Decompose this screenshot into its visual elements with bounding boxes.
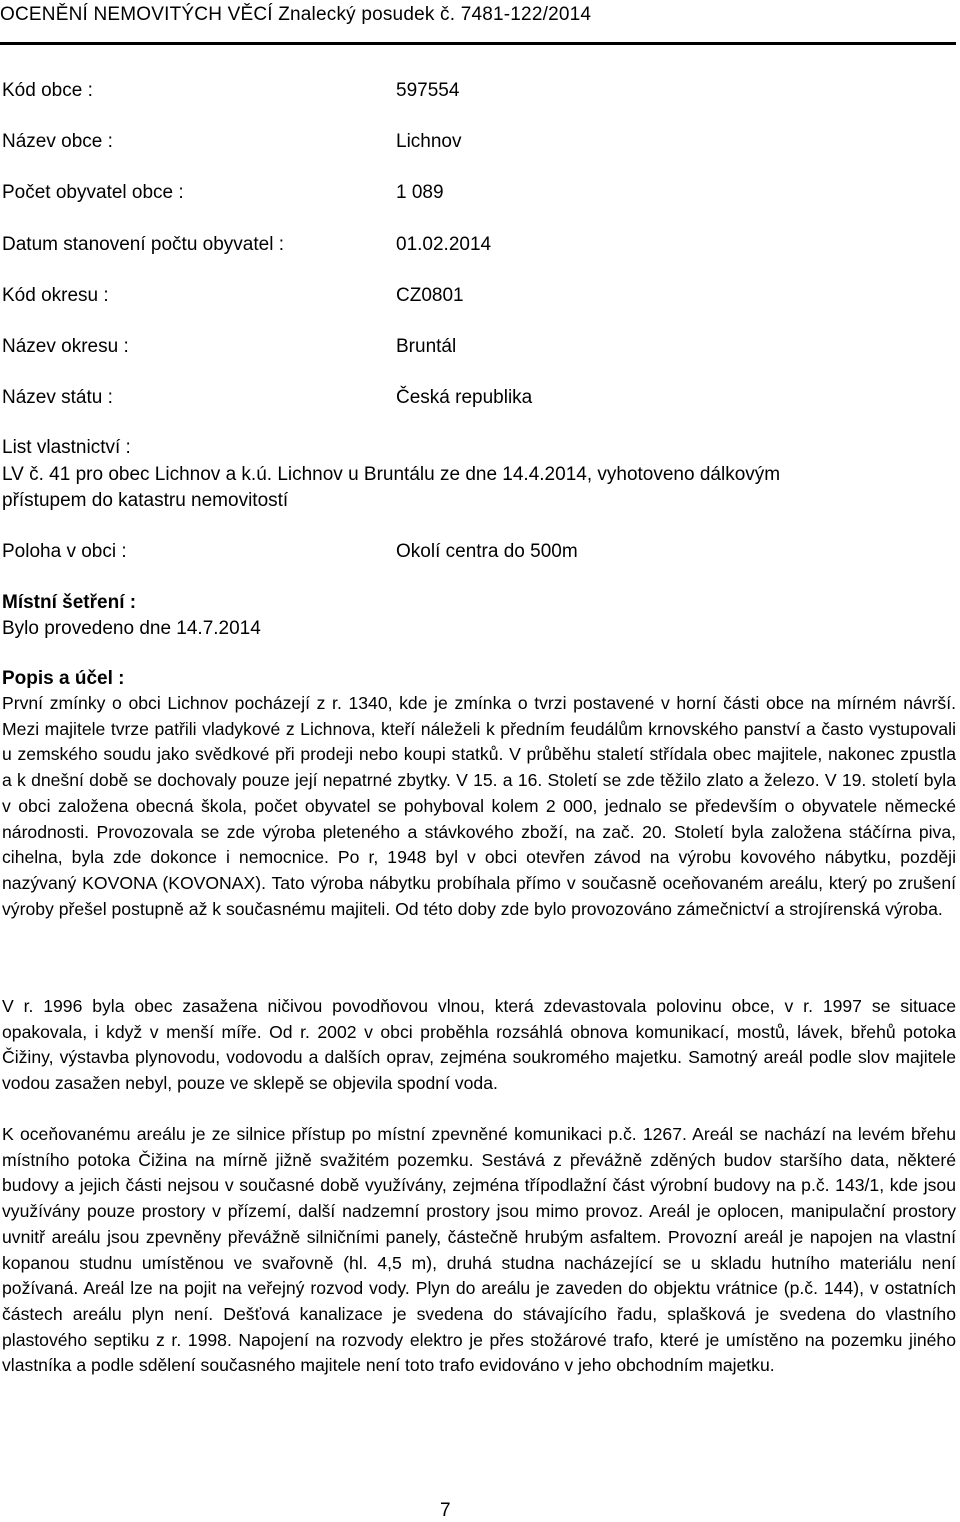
description-paragraph-site: K oceňovanému areálu je ze silnice přístup po místní zpevněné komunikaci p.č. 1267. Areál se nachází na levém břehu místního potoka Čižina na mírně jižně svažitém pozemku. Sestává z převážně zděných budov staršího data, některé budovy a jejich části nejsou v současné době využívány, zejména třípodlažní část výrobní budovy na p.č. 143/1, kde jsou využívány pouze prostory v přízemí, další nadzemní prostory jsou mimo provoz. Areál je oplocen, manipulační prostory uvnitř areálu jsou zpevněny převážně silničními panely, částečně hrubým asfaltem. Provozní areál je napojen na vlastní kopanou studnu umístěnou ve svařovně (hl. 4,5 m), druhá studna nacházející se u skladu hutního materiálu není požívaná. Areál lze na pojit na veřejný rozvod vody. Plyn do areálu je zaveden do objektu vrátnice (p.č. 144), v ostatních částech areálu plyn není. Dešťová kanalizace je svedena do stávajícího řadu, splašková je svedena do vlastního plastového septiku z r. 1998. Napojení na rozvody elektro je přes stožárové trafo, které je umístěno na pozemku jiného vlastníka a podle sdělení současného majitele není toto trafo evidováno v jeho obchodním majetku. xyxy=(2,1124,956,1376)
field-label-kod-okresu: Kód okresu : xyxy=(2,285,109,306)
ownership-line-1: LV č. 41 pro obec Lichnov a k.ú. Lichnov u Bruntálu ze dne 14.4.2014, vyhotoveno dálkovým xyxy=(2,464,781,485)
location-label: Poloha v obci : xyxy=(2,541,127,562)
field-label-nazev-obce: Název obce : xyxy=(2,131,113,152)
field-value-nazev-statu: Česká republika xyxy=(396,387,533,408)
ownership-line-2: přístupem do katastru nemovitostí xyxy=(2,490,289,511)
location-value: Okolí centra do 500m xyxy=(396,541,578,562)
field-value-nazev-obce: Lichnov xyxy=(396,131,462,152)
field-value-nazev-okresu: Bruntál xyxy=(396,336,457,357)
field-value-kod-obce: 597554 xyxy=(396,80,460,101)
field-label-kod-obce: Kód obce : xyxy=(2,80,93,101)
description-paragraph-flood: V r. 1996 byla obec zasažena ničivou povodňovou vlnou, která zdevastovala polovinu obce, v r. 1997 se situace opakovala, i když v menší míře. Od r. 2002 v obci proběhla rozsáhlá obnova komunikací, mostů, lávek, břehů potoka Čižiny, výstavba plynovodu, vodovodu a dalších oprav, zejména soukromého majetku. Samotný areál podle slov majitele vodou zasažen nebyl, pouze ve sklepě se objevila spodní voda. xyxy=(2,996,956,1094)
page-header: OCENĚNÍ NEMOVITÝCH VĚCÍ Znalecký posudek č. 7481-122/2014 xyxy=(0,4,592,25)
field-label-nazev-statu: Název státu : xyxy=(2,387,113,408)
field-label-pocet-obyvatel: Počet obyvatel obce : xyxy=(2,182,184,203)
ownership-label: List vlastnictví : xyxy=(2,437,131,458)
field-value-kod-okresu: CZ0801 xyxy=(396,285,464,306)
field-value-datum-stanoveni: 01.02.2014 xyxy=(396,234,492,255)
inspection-label: Místní šetření : xyxy=(2,592,137,613)
description-paragraph-history: První zmínky o obci Lichnov pocházejí z r. 1340, kde je zmínka o tvrzi postavené v horní části obce na mírném návrší. Mezi majitele tvrze patřili vladykové z Lichnova, kteří náleželi k předním feudálům krnovského panství a často vystupovali u zemského soudu jako svědkové při prodeji nebo koupi statků. V průběhu staletí střídala obec majitele, nakonec zpustla a k dnešní době se dochovaly pouze její nepatrné zbytky. V 15. a 16. Století se zde těžilo zlato a železo. V 19. století byla v obci založena obecná škola, počet obyvatel se pohyboval kolem 2 000, jednalo se především o obyvatele německé národnosti. Provozovala se zde výroba pleteného a stávkového zboží, na zač. 20. Století byla založena stáčírna piva, cihelna, byla zde dokonce i nemocnice. Po r, 1948 byl v obci otevřen závod na výrobu kovového nábytku, později nazývaný KOVONA (KOVONAX). Tato výroba nábytku probíhala přímo v současně oceňovaném areálu, který po zrušení výroby přešel postupně až k současnému majiteli. Od této doby zde bylo provozováno zámečnictví a strojírenská výroba. xyxy=(2,693,956,919)
page-number: 7 xyxy=(440,1500,451,1521)
header-divider xyxy=(0,42,956,45)
field-value-pocet-obyvatel: 1 089 xyxy=(396,182,444,203)
description-label: Popis a účel : xyxy=(2,668,125,689)
field-label-nazev-okresu: Název okresu : xyxy=(2,336,129,357)
inspection-value: Bylo provedeno dne 14.7.2014 xyxy=(2,618,261,639)
field-label-datum-stanoveni: Datum stanovení počtu obyvatel : xyxy=(2,234,284,255)
